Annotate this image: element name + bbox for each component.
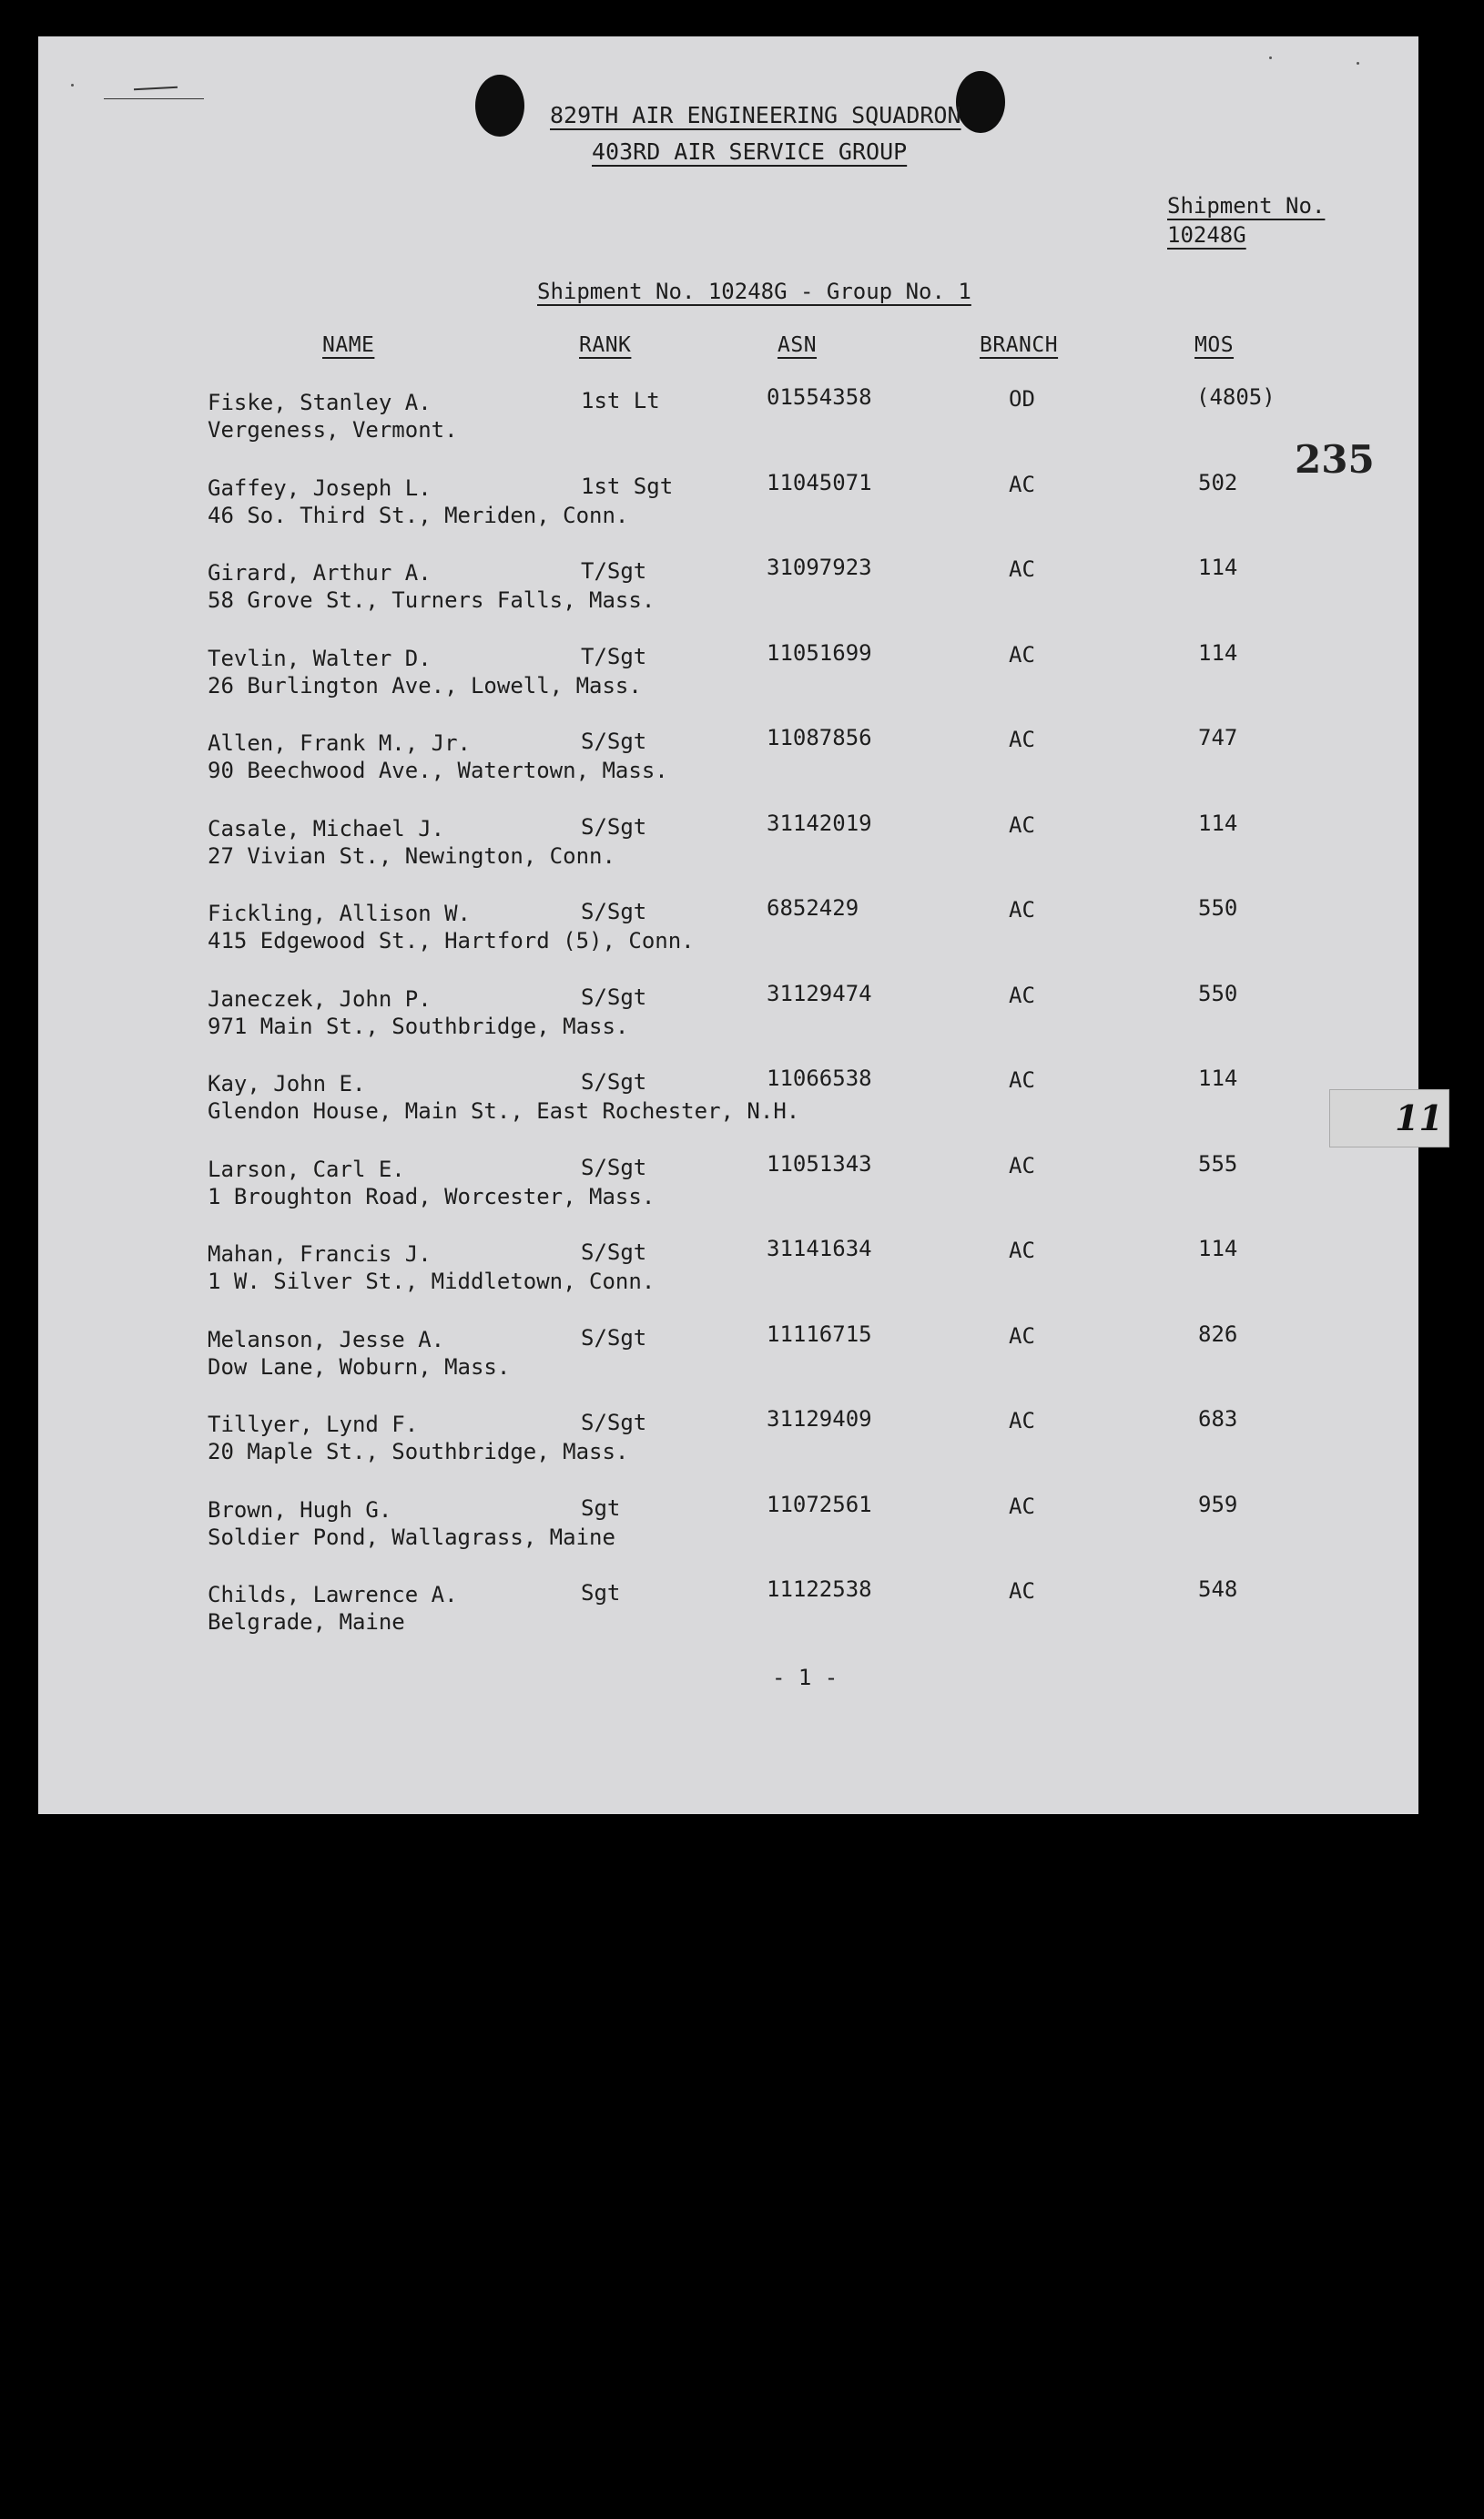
speck (1357, 62, 1359, 65)
list-title: Shipment No. 10248G - Group No. 1 (537, 279, 971, 304)
column-header-asn: ASN (778, 333, 818, 357)
page-number: - 1 - (772, 1665, 839, 1690)
person-mos: 502 (1198, 469, 1238, 495)
person-name: Mahan, Francis J. (208, 1241, 432, 1267)
person-rank: S/Sgt (581, 1154, 647, 1180)
person-mos: 114 (1198, 639, 1238, 666)
person-name: Kay, John E. (208, 1071, 366, 1096)
person-asn: 11066538 (767, 1066, 872, 1091)
person-rank: S/Sgt (581, 813, 647, 840)
person-address: 90 Beechwood Ave., Watertown, Mass. (208, 758, 668, 783)
tab-mark: 11 (1395, 1097, 1443, 1138)
person-branch: AC (1009, 1322, 1035, 1349)
person-address: 58 Grove St., Turners Falls, Mass. (208, 587, 656, 613)
person-branch: AC (1009, 982, 1035, 1008)
person-name: Allen, Frank M., Jr. (208, 730, 471, 756)
person-rank: S/Sgt (581, 1410, 647, 1435)
column-header-branch: BRANCH (980, 333, 1059, 357)
person-name: Girard, Arthur A. (208, 560, 432, 586)
index-tab (1329, 1089, 1449, 1147)
person-branch: AC (1009, 641, 1035, 668)
person-rank: S/Sgt (581, 1324, 647, 1351)
person-address: 971 Main St., Southbridge, Mass. (208, 1013, 629, 1039)
person-rank: 1st Lt (581, 388, 660, 413)
person-address: Belgrade, Maine (208, 1609, 405, 1635)
person-rank: T/Sgt (581, 643, 647, 669)
person-asn: 11045071 (767, 469, 872, 495)
person-mos: (4805) (1196, 384, 1276, 410)
stamp-number: 235 (1295, 437, 1375, 482)
person-mos: 959 (1198, 1491, 1238, 1517)
person-name: Fiske, Stanley A. (208, 390, 432, 415)
person-branch: AC (1009, 1067, 1035, 1093)
person-rank: S/Sgt (581, 729, 647, 754)
person-mos: 826 (1198, 1321, 1238, 1347)
person-address: 415 Edgewood St., Hartford (5), Conn. (208, 928, 695, 954)
person-address: 46 So. Third St., Meriden, Conn. (208, 502, 629, 528)
person-asn: 6852429 (767, 895, 859, 921)
person-asn: 31097923 (767, 555, 872, 580)
person-address: Dow Lane, Woburn, Mass. (208, 1353, 511, 1380)
person-rank: 1st Sgt (581, 473, 674, 499)
person-name: Janeczek, John P. (208, 985, 432, 1012)
pen-mark (134, 87, 178, 91)
person-mos: 550 (1198, 895, 1238, 921)
person-name: Tevlin, Walter D. (208, 645, 432, 671)
person-asn: 11072561 (767, 1491, 872, 1517)
person-asn: 11051699 (767, 639, 872, 666)
speck (1269, 56, 1272, 59)
person-mos: 114 (1198, 810, 1238, 836)
person-rank: T/Sgt (581, 558, 647, 584)
person-name: Larson, Carl E. (208, 1156, 405, 1182)
person-asn: 31129474 (767, 980, 872, 1006)
person-name: Casale, Michael J. (208, 815, 445, 841)
column-header-rank: RANK (579, 333, 632, 357)
shipment-label: Shipment No. (1167, 193, 1326, 219)
person-name: Gaffey, Joseph L. (208, 474, 432, 501)
person-rank: S/Sgt (581, 1239, 647, 1265)
punch-hole-right (956, 71, 1005, 133)
person-address: 26 Burlington Ave., Lowell, Mass. (208, 672, 642, 699)
column-header-mos: MOS (1194, 333, 1235, 357)
person-address: Glendon House, Main St., East Rochester, N.H. (208, 1098, 800, 1124)
person-rank: Sgt (581, 1494, 621, 1521)
person-mos: 548 (1198, 1576, 1238, 1602)
person-address: Soldier Pond, Wallagrass, Maine (208, 1524, 615, 1550)
person-address: 1 W. Silver St., Middletown, Conn. (208, 1269, 656, 1294)
person-branch: AC (1009, 1578, 1035, 1604)
person-asn: 31129409 (767, 1406, 872, 1432)
unit-heading: 829TH AIR ENGINEERING SQUADRON (550, 102, 961, 128)
person-branch: OD (1009, 386, 1035, 412)
person-name: Childs, Lawrence A. (208, 1582, 458, 1607)
person-rank: S/Sgt (581, 1069, 647, 1095)
person-name: Brown, Hugh G. (208, 1496, 392, 1523)
person-mos: 114 (1198, 555, 1238, 580)
person-branch: AC (1009, 1493, 1035, 1519)
person-address: 1 Broughton Road, Worcester, Mass. (208, 1183, 656, 1209)
person-name: Fickling, Allison W. (208, 901, 471, 926)
person-address: Vergeness, Vermont. (208, 417, 458, 443)
column-header-name: NAME (322, 333, 375, 357)
person-branch: AC (1009, 1152, 1035, 1178)
person-branch: AC (1009, 471, 1035, 497)
shipment-number: 10248G (1167, 222, 1246, 248)
person-asn: 11116715 (767, 1321, 872, 1347)
person-mos: 683 (1198, 1406, 1238, 1432)
pen-mark (104, 98, 204, 99)
person-mos: 114 (1198, 1066, 1238, 1091)
person-asn: 31141634 (767, 1236, 872, 1261)
document-page (38, 36, 1418, 1814)
speck (71, 84, 74, 87)
person-branch: AC (1009, 1408, 1035, 1433)
person-mos: 550 (1198, 980, 1238, 1006)
person-rank: S/Sgt (581, 984, 647, 1010)
person-asn: 11087856 (767, 725, 872, 750)
person-asn: 11051343 (767, 1150, 872, 1177)
person-branch: AC (1009, 1238, 1035, 1263)
person-asn: 31142019 (767, 810, 872, 836)
person-asn: 01554358 (767, 384, 872, 410)
person-mos: 747 (1198, 725, 1238, 750)
person-rank: S/Sgt (581, 899, 647, 924)
person-branch: AC (1009, 727, 1035, 752)
person-address: 27 Vivian St., Newington, Conn. (208, 842, 615, 869)
person-branch: AC (1009, 811, 1035, 838)
group-heading: 403RD AIR SERVICE GROUP (592, 138, 908, 165)
punch-hole-left (475, 75, 524, 137)
person-name: Tillyer, Lynd F. (208, 1412, 419, 1437)
person-mos: 114 (1198, 1236, 1238, 1261)
person-name: Melanson, Jesse A. (208, 1326, 445, 1352)
person-address: 20 Maple St., Southbridge, Mass. (208, 1439, 629, 1464)
person-branch: AC (1009, 897, 1035, 923)
person-asn: 11122538 (767, 1576, 872, 1602)
person-mos: 555 (1198, 1150, 1238, 1177)
person-rank: Sgt (581, 1580, 621, 1606)
person-branch: AC (1009, 556, 1035, 582)
